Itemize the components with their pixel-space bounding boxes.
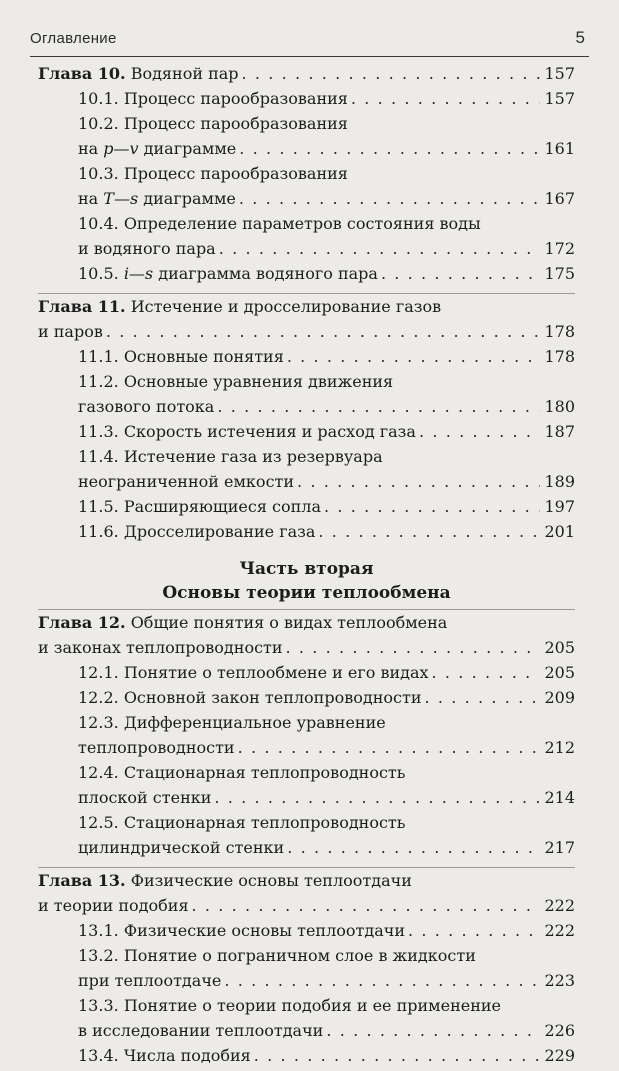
page-number: 5 (575, 28, 585, 47)
toc-entry-13-2[interactable] (38, 946, 575, 971)
dot-leader (351, 89, 541, 108)
page-ref: 214 (544, 788, 575, 807)
toc-entry-12-3-cont[interactable] (38, 738, 575, 763)
dot-leader (326, 1021, 540, 1040)
chapter-12-entry-cont[interactable] (38, 638, 575, 663)
section-title: Процесс парообразования (123, 89, 348, 108)
page-ref: 209 (544, 688, 575, 707)
section-title: Дросселирование газа (123, 522, 316, 541)
section-number: 13.1. (78, 921, 119, 940)
section-number: 11.4. (78, 447, 119, 466)
chapter-title-cont: и законах теплопроводности (38, 638, 283, 657)
dot-leader (106, 322, 541, 341)
section-number: 11.2. (78, 372, 119, 391)
toc-entry-10-3-cont[interactable] (38, 189, 575, 214)
toc-entry-11-4-cont[interactable] (38, 472, 575, 497)
section-number: 10.1. (78, 89, 119, 108)
chapter-13-entry[interactable] (38, 871, 575, 896)
spacer (38, 547, 575, 557)
chapter-11-entry[interactable] (38, 297, 575, 322)
toc-entry-10-5[interactable] (38, 264, 575, 289)
section-title: Стационарная теплопроводность (123, 763, 406, 782)
page-header (30, 26, 589, 57)
dot-leader (238, 738, 541, 757)
variable: p—v (103, 139, 139, 158)
toc-entry-12-5-cont[interactable] (38, 838, 575, 863)
page-ref: 226 (544, 1021, 575, 1040)
variable: T—s (103, 189, 139, 208)
toc-entry-11-1[interactable] (38, 347, 575, 372)
section-number: 13.4. (78, 1046, 119, 1065)
chapter-title-cont: и теории подобия (38, 896, 189, 915)
section-title-cont: на (78, 189, 104, 208)
toc-entry-11-4[interactable] (38, 447, 575, 472)
section-title: Понятие о теплообмене и его видах (123, 663, 429, 682)
chapter-title: Физические основы теплоотдачи (130, 871, 412, 890)
dot-leader (318, 522, 540, 541)
section-title: Основные понятия (123, 347, 284, 366)
section-number: 10.4. (78, 214, 119, 233)
section-title: Скорость истечения и расход газа (123, 422, 416, 441)
dot-leader (217, 397, 540, 416)
section-title-cont: плоской стенки (78, 788, 212, 807)
chapter-12-entry[interactable] (38, 613, 575, 638)
page-ref: 157 (544, 89, 575, 108)
section-number: 10.3. (78, 164, 119, 183)
chapter-title-cont: и паров (38, 322, 103, 341)
page-ref: 197 (544, 497, 575, 516)
toc-entry-13-1[interactable] (38, 921, 575, 946)
page-ref: 167 (544, 189, 575, 208)
chapter-label: Глава 13. (38, 871, 126, 890)
section-title: Физические основы теплоотдачи (123, 921, 405, 940)
section-title: Основной закон теплопроводности (123, 688, 422, 707)
chapter-label: Глава 10. (38, 64, 126, 83)
page-ref: 161 (544, 139, 575, 158)
section-title: Истечение газа из резервуара (123, 447, 383, 466)
section-number: 12.5. (78, 813, 119, 832)
section-title-cont: диаграмме (138, 189, 236, 208)
toc-entry-12-4-cont[interactable] (38, 788, 575, 813)
dot-leader (219, 239, 541, 258)
dot-leader (324, 497, 540, 516)
variable: i—s (123, 264, 154, 283)
page-ref: 205 (544, 638, 575, 657)
page-ref: 212 (544, 738, 575, 757)
page-ref: 175 (544, 264, 575, 283)
toc-entry-12-2[interactable] (38, 688, 575, 713)
chapter-title: Общие понятия о видах теплообмена (130, 613, 448, 632)
page-ref: 157 (544, 64, 575, 83)
dot-leader (242, 64, 541, 83)
section-title: Понятие о теории подобия и ее применение (123, 996, 501, 1015)
section-number: 12.3. (78, 713, 119, 732)
dot-leader (424, 688, 540, 707)
toc-entry-13-2-cont[interactable] (38, 971, 575, 996)
dot-leader (432, 663, 541, 682)
page-ref: 217 (544, 838, 575, 857)
dot-leader (224, 971, 540, 990)
dot-leader (297, 472, 540, 491)
section-number: 10.5. (78, 264, 119, 283)
toc-entry-10-2[interactable] (38, 114, 575, 139)
dot-leader (408, 921, 540, 940)
page-ref: 223 (544, 971, 575, 990)
section-title-cont: неограниченной емкости (78, 472, 295, 491)
chapter-11-entry-cont[interactable] (38, 322, 575, 347)
section-title-cont: диаграмме (138, 139, 237, 158)
section-title-cont: при теплоотдаче (78, 971, 222, 990)
section-title: Числа подобия (123, 1046, 251, 1065)
toc-entry-10-4[interactable] (38, 214, 575, 239)
part-title: Основы теории теплообмена (162, 583, 451, 603)
page-ref: 229 (544, 1046, 575, 1065)
section-title: Определение параметров состояния воды (123, 214, 481, 233)
toc-entry-11-3[interactable] (38, 422, 575, 447)
page-ref: 201 (544, 522, 575, 541)
dot-leader (239, 189, 541, 208)
toc-entry-12-5[interactable] (38, 813, 575, 838)
page-ref: 222 (544, 921, 575, 940)
page-ref: 205 (544, 663, 575, 682)
section-title: Дифференциальное уравнение (123, 713, 386, 732)
page-ref: 178 (544, 347, 575, 366)
dot-leader (214, 788, 540, 807)
section-number: 10.2. (78, 114, 119, 133)
chapter-10-entry[interactable] (38, 64, 575, 89)
toc-entry-13-3-cont[interactable] (38, 1021, 575, 1046)
table-of-contents (38, 64, 575, 1071)
section-title: Процесс парообразования (123, 114, 348, 133)
toc-entry-11-2[interactable] (38, 372, 575, 397)
section-title-cont: в исследовании теплоотдачи (78, 1021, 324, 1040)
dot-leader (381, 264, 541, 283)
dot-leader (419, 422, 541, 441)
section-number: 12.4. (78, 763, 119, 782)
part-label: Часть вторая (239, 559, 374, 579)
section-title-cont: теплопроводности (78, 738, 235, 757)
section-number: 11.5. (78, 497, 119, 516)
section-title: Расширяющиеся сопла (123, 497, 321, 516)
section-number: 12.2. (78, 688, 119, 707)
section-title-cont: на (78, 139, 104, 158)
toc-entry-12-1[interactable] (38, 663, 575, 688)
toc-entry-11-2-cont[interactable] (38, 397, 575, 422)
section-number: 12.1. (78, 663, 119, 682)
section-title-cont: газового потока (78, 397, 215, 416)
section-title: Понятие о пограничном слое в жидкости (123, 946, 476, 965)
dot-leader (287, 347, 541, 366)
section-number: 11.1. (78, 347, 119, 366)
page-ref: 187 (544, 422, 575, 441)
section-title: Процесс парообразования (123, 164, 348, 183)
section-number: 13.2. (78, 946, 119, 965)
toc-entry-11-6[interactable] (38, 522, 575, 547)
toc-entry-10-1[interactable] (38, 89, 575, 114)
page-ref: 189 (544, 472, 575, 491)
divider (38, 867, 575, 868)
section-title: Основные уравнения движения (123, 372, 394, 391)
section-title: диаграмма водяного пара (153, 264, 378, 283)
chapter-label: Глава 11. (38, 297, 126, 316)
dot-leader (192, 896, 541, 915)
toc-entry-10-4-cont[interactable] (38, 239, 575, 264)
running-title: Оглавление (30, 30, 117, 47)
chapter-title: Истечение и дросселирование газов (130, 297, 442, 316)
section-title-cont: и водяного пара (78, 239, 216, 258)
dot-leader (287, 838, 540, 857)
page-ref: 178 (544, 322, 575, 341)
toc-entry-10-3[interactable] (38, 164, 575, 189)
section-title: Стационарная теплопроводность (123, 813, 406, 832)
toc-entry-11-5[interactable] (38, 497, 575, 522)
dot-leader (254, 1046, 541, 1065)
page-ref: 172 (544, 239, 575, 258)
toc-entry-10-2-cont[interactable] (38, 139, 575, 164)
section-number: 13.3. (78, 996, 119, 1015)
section-number: 11.3. (78, 422, 119, 441)
page-ref: 180 (544, 397, 575, 416)
chapter-label: Глава 12. (38, 613, 126, 632)
section-title-cont: цилиндрической стенки (78, 838, 285, 857)
divider (38, 293, 575, 294)
chapter-title: Водяной пар (130, 64, 239, 83)
chapter-13-entry-cont[interactable] (38, 896, 575, 921)
divider (38, 609, 575, 610)
dot-leader (239, 139, 540, 158)
page-ref: 222 (544, 896, 575, 915)
toc-entry-13-4[interactable] (38, 1046, 575, 1071)
toc-entry-12-4[interactable] (38, 763, 575, 788)
dot-leader (286, 638, 541, 657)
toc-entry-12-3[interactable] (38, 713, 575, 738)
section-number: 11.6. (78, 522, 119, 541)
